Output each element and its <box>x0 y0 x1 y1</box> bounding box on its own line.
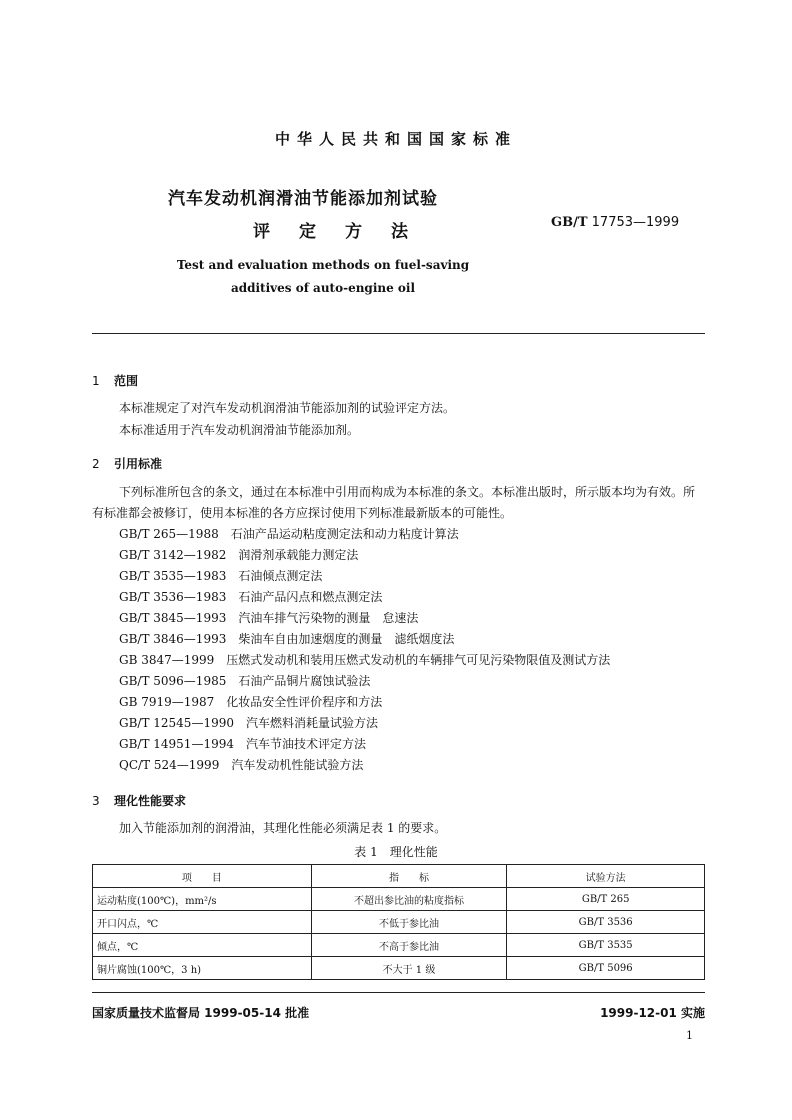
national-standard-header: 中华人民共和国国家标准 <box>274 130 517 148</box>
reference-title: 压燃式发动机和装用压燃式发动机的车辆排气可见污染物限值及测试方法 <box>226 653 611 667</box>
table-cell: 铜片腐蚀(100℃，3 h) <box>93 957 312 980</box>
reference-title: 石油产品运动粘度测定法和动力粘度计算法 <box>230 527 459 541</box>
table-cell: GB/T 5096 <box>507 957 705 980</box>
reference-list <box>119 524 610 776</box>
reference-code: GB/T 265—1988 <box>119 527 219 541</box>
section-number: 1 <box>92 374 100 388</box>
reference-code: GB/T 3535—1983 <box>119 569 227 583</box>
title-line-1: 汽车发动机润滑油节能添加剂试验 <box>168 189 438 209</box>
section-3-intro: 加入节能添加剂的润滑油，其理化性能必须满足表 1 的要求。 <box>119 821 447 835</box>
header-rule <box>92 333 705 334</box>
reference-code: GB/T 12545—1990 <box>119 716 234 730</box>
reference-code: GB/T 3536—1983 <box>119 590 227 604</box>
table-cell: GB/T 3536 <box>507 911 705 934</box>
reference-code: GB/T 5096—1985 <box>119 674 227 688</box>
section-number: 3 <box>92 794 100 808</box>
section-1-paragraph: 本标准规定了对汽车发动机润滑油节能添加剂的试验评定方法。 <box>119 401 456 415</box>
table-row <box>93 934 705 957</box>
table-row <box>93 911 705 934</box>
reference-code: QC/T 524—1999 <box>119 758 220 772</box>
reference-code: GB 7919—1987 <box>119 695 215 709</box>
table-cell: 倾点，℃ <box>93 934 312 957</box>
table-cell: 开口闪点，℃ <box>93 911 312 934</box>
reference-item <box>119 713 610 734</box>
title-line-2: 评定方法 <box>253 222 437 242</box>
reference-item <box>119 545 610 566</box>
reference-title: 汽车燃料消耗量试验方法 <box>245 716 378 730</box>
table-cell: GB/T 265 <box>507 888 705 911</box>
table-cell: 不大于 1 级 <box>311 957 507 980</box>
reference-code: GB/T 3142—1982 <box>119 548 227 562</box>
reference-title: 汽车节油技术评定方法 <box>245 737 366 751</box>
section-2-intro: 下列标准所包含的条文，通过在本标准中引用而构成为本标准的条文。本标准出版时，所示版本均为有效。所有标准都会被修订，使用本标准的各方应探讨使用下列标准最新版本的可能性。 <box>92 485 696 520</box>
reference-item <box>119 608 610 629</box>
column-header: 指 标 <box>311 865 507 888</box>
footer-rule <box>92 992 705 993</box>
table-caption: 表 1 理化性能 <box>354 845 438 859</box>
table-cell: 运动粘度(100℃)，mm²/s <box>93 888 312 911</box>
english-title-line-1: Test and evaluation methods on fuel-saving <box>176 258 470 272</box>
table-cell: 不低于参比油 <box>311 911 507 934</box>
effective-date: 1999-12-01 实施 <box>600 1006 705 1020</box>
column-header: 项 目 <box>93 865 312 888</box>
reference-item <box>119 755 610 776</box>
standard-number <box>551 215 679 230</box>
table-cell: GB/T 3535 <box>507 934 705 957</box>
approval-line: 国家质量技术监督局 1999-05-14 批准 <box>92 1006 310 1020</box>
section-title: 引用标准 <box>114 457 163 471</box>
reference-title: 润滑剂承载能力测定法 <box>238 548 359 562</box>
section-1-heading <box>92 372 138 389</box>
reference-item <box>119 671 610 692</box>
column-header: 试验方法 <box>507 865 705 888</box>
section-number: 2 <box>92 457 100 471</box>
section-title: 理化性能要求 <box>114 794 187 808</box>
page-number: 1 <box>686 1029 693 1042</box>
table-row <box>93 957 705 980</box>
reference-item <box>119 692 610 713</box>
section-1-paragraph: 本标准适用于汽车发动机润滑油节能添加剂。 <box>119 423 360 437</box>
reference-item <box>119 734 610 755</box>
section-2-heading <box>92 455 162 472</box>
reference-code: GB/T 14951—1994 <box>119 737 234 751</box>
standard-prefix: GB/T <box>551 215 588 230</box>
reference-code: GB/T 3846—1993 <box>119 632 227 646</box>
reference-item <box>119 566 610 587</box>
reference-item <box>119 629 610 650</box>
reference-title: 石油产品闪点和燃点测定法 <box>238 590 383 604</box>
section-3-heading <box>92 792 186 809</box>
table-header-row <box>93 865 705 888</box>
reference-item <box>119 650 610 671</box>
reference-title: 石油产品铜片腐蚀试验法 <box>238 674 371 688</box>
standard-code: 17753—1999 <box>591 215 680 230</box>
reference-title: 汽车发动机性能试验方法 <box>231 758 364 772</box>
reference-title: 汽油车排气污染物的测量 怠速法 <box>238 611 419 625</box>
reference-item <box>119 587 610 608</box>
reference-title: 石油倾点测定法 <box>238 569 323 583</box>
table-cell: 不高于参比油 <box>311 934 507 957</box>
section-title: 范围 <box>114 374 139 388</box>
properties-table <box>92 864 705 980</box>
table-cell: 不超出参比油的粘度指标 <box>311 888 507 911</box>
english-title-line-2: additives of auto-engine oil <box>230 281 416 295</box>
reference-item <box>119 524 610 545</box>
reference-code: GB 3847—1999 <box>119 653 215 667</box>
reference-title: 柴油车自由加速烟度的测量 滤纸烟度法 <box>238 632 455 646</box>
reference-title: 化妆品安全性评价程序和方法 <box>226 695 383 709</box>
table-row <box>93 888 705 911</box>
reference-code: GB/T 3845—1993 <box>119 611 227 625</box>
